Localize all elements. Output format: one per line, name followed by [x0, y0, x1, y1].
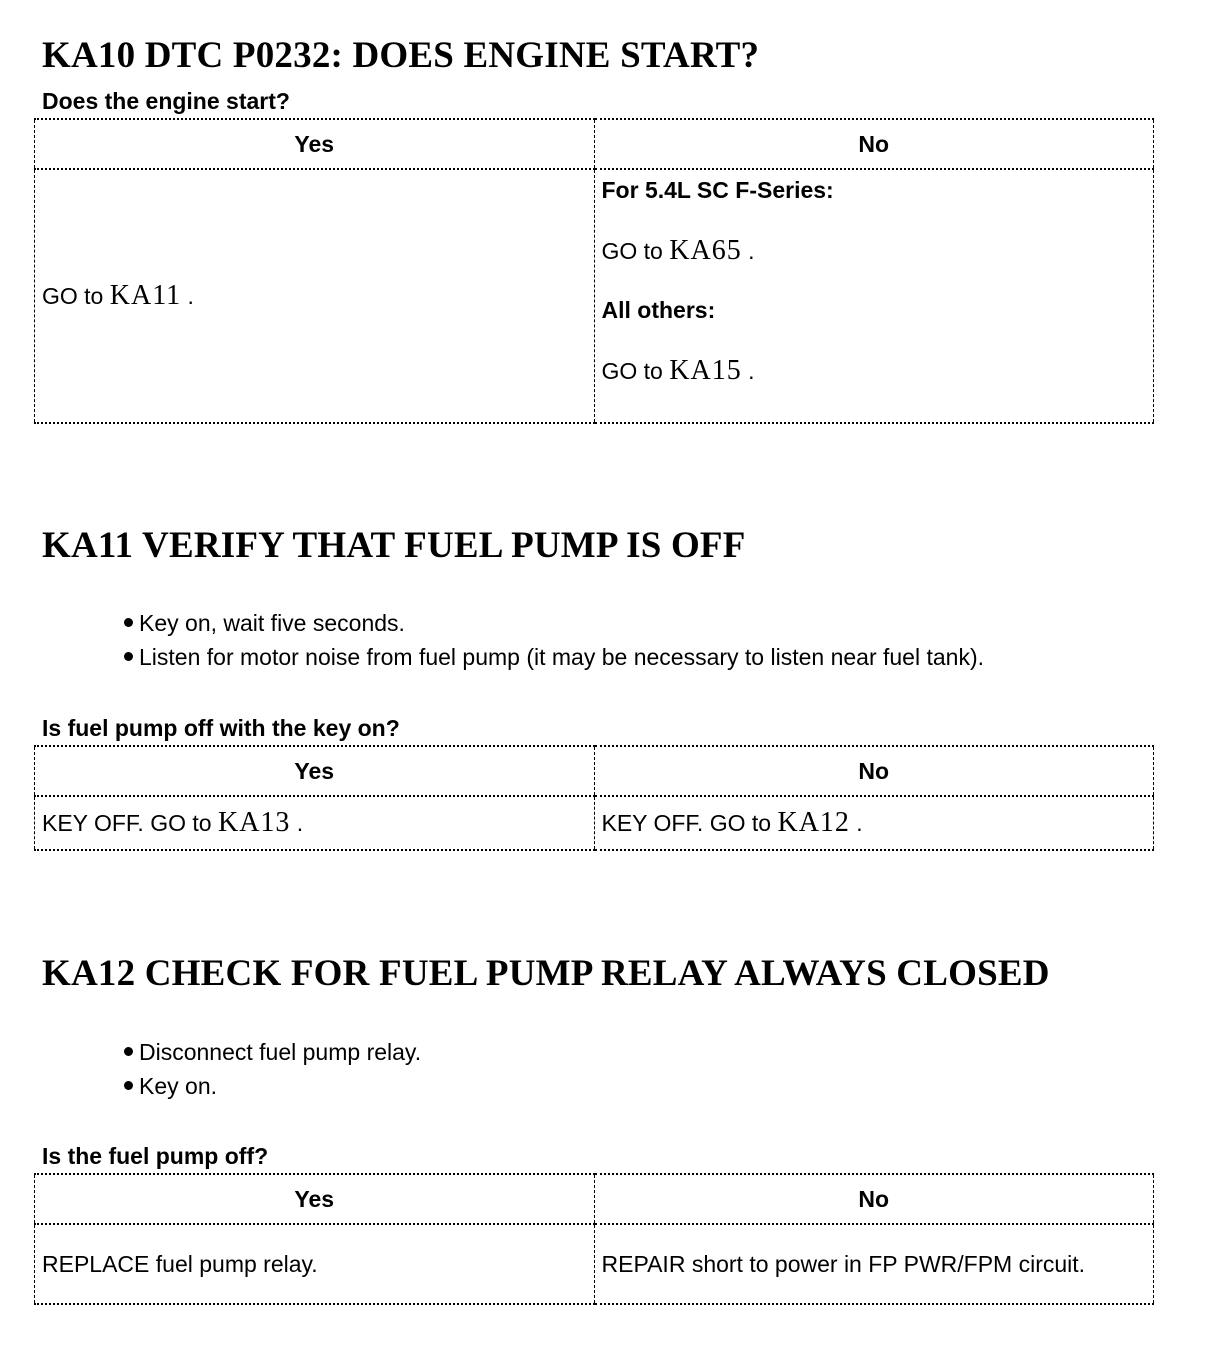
- instruction-list-ka11: [124, 606, 984, 674]
- column-header-yes: Yes: [35, 746, 595, 796]
- column-header-yes: Yes: [35, 1174, 595, 1224]
- decision-table-ka12: [34, 1173, 1154, 1305]
- action-text: GO to: [601, 238, 670, 264]
- instruction-text: Disconnect fuel pump relay.: [139, 1039, 422, 1065]
- link-ka11[interactable]: KA11: [109, 280, 182, 311]
- step-title-ka10: KA10 DTC P0232: DOES ENGINE START?: [42, 35, 760, 76]
- punctuation: .: [290, 810, 304, 836]
- action-text: GO to: [601, 358, 670, 384]
- yes-cell: [35, 169, 595, 423]
- bullet-icon: [124, 652, 133, 661]
- bullet-icon: [124, 1047, 133, 1056]
- question-ka10: Does the engine start?: [42, 88, 290, 114]
- no-cell: [594, 169, 1154, 423]
- step-title-ka12: KA12 CHECK FOR FUEL PUMP RELAY ALWAYS CLOSED: [42, 953, 1050, 994]
- condition-label-5-4l: For 5.4L SC F-Series:: [601, 177, 834, 203]
- no-action-1: [602, 234, 1147, 268]
- yes-cell: REPLACE fuel pump relay.: [35, 1224, 595, 1304]
- bullet-icon: [124, 618, 133, 627]
- step-title-ka11: KA11 VERIFY THAT FUEL PUMP IS OFF: [42, 525, 746, 566]
- instruction-item: [124, 606, 984, 640]
- instruction-item: [124, 1069, 421, 1103]
- instruction-text: Listen for motor noise from fuel pump (it may be necessary to listen near fuel tank).: [139, 644, 984, 670]
- instruction-text: Key on, wait five seconds.: [139, 610, 405, 636]
- no-cell: REPAIR short to power in FP PWR/FPM circuit.: [594, 1224, 1154, 1304]
- instruction-item: [124, 1035, 421, 1069]
- yes-action-text: GO to: [42, 283, 110, 309]
- no-action-text: KEY OFF. GO to: [601, 810, 778, 836]
- punctuation: .: [181, 283, 194, 309]
- link-ka12[interactable]: KA12: [777, 807, 850, 838]
- table-row: [35, 169, 1154, 423]
- no-cell: [594, 796, 1154, 850]
- punctuation: .: [741, 358, 755, 384]
- no-action-2: [602, 354, 1147, 388]
- column-header-no: No: [594, 746, 1154, 796]
- decision-table-ka10: [34, 118, 1154, 424]
- instruction-text: Key on.: [139, 1073, 217, 1099]
- condition-label-all-others: All others:: [601, 297, 716, 323]
- yes-cell: [35, 796, 595, 850]
- punctuation: .: [741, 238, 755, 264]
- table-row: [35, 1224, 1154, 1304]
- column-header-yes: Yes: [35, 119, 595, 169]
- link-ka15[interactable]: KA15: [669, 355, 742, 386]
- question-ka12: Is the fuel pump off?: [42, 1143, 269, 1169]
- punctuation: .: [849, 810, 863, 836]
- column-header-no: No: [594, 1174, 1154, 1224]
- instruction-item: [124, 640, 984, 674]
- link-ka65[interactable]: KA65: [669, 235, 742, 266]
- instruction-list-ka12: [124, 1035, 421, 1103]
- table-row: [35, 796, 1154, 850]
- column-header-no: No: [594, 119, 1154, 169]
- yes-action-text: KEY OFF. GO to: [42, 810, 218, 836]
- question-ka11: Is fuel pump off with the key on?: [42, 715, 400, 741]
- bullet-icon: [124, 1081, 133, 1090]
- link-ka13[interactable]: KA13: [217, 807, 291, 838]
- decision-table-ka11: [34, 745, 1154, 851]
